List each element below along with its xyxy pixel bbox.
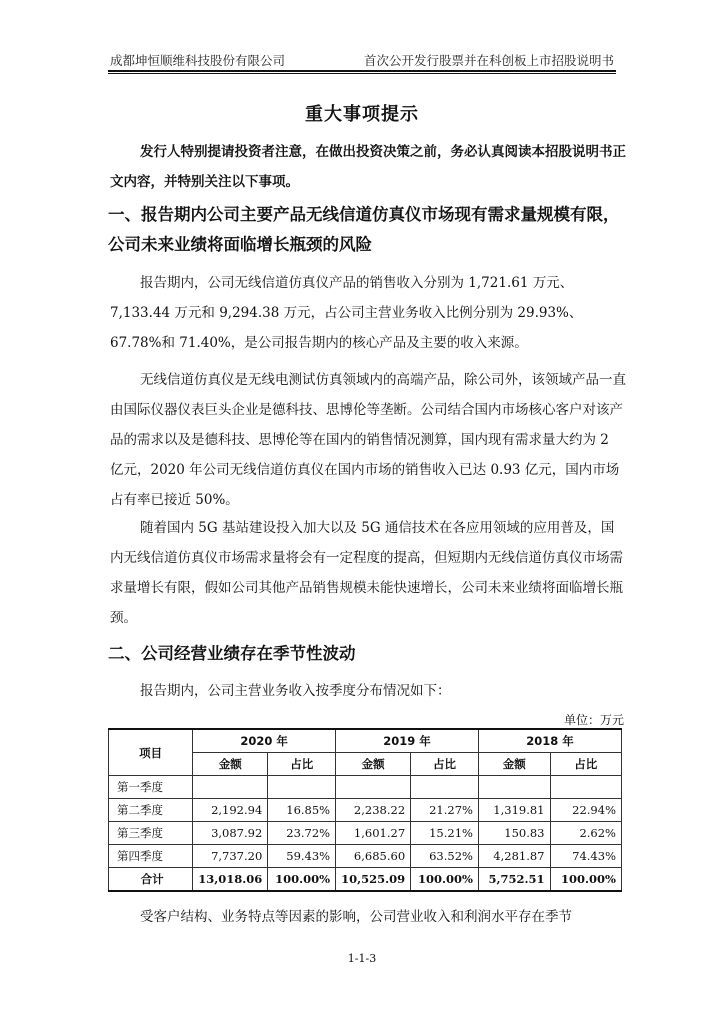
table-cell: 100.00% — [550, 868, 622, 892]
intro-paragraph: 发行人特别提请投资者注意，在做出投资决策之前，务必认真阅读本招股说明书正文内容，并特别关注以下事项。 — [110, 144, 626, 190]
page-header — [108, 50, 616, 72]
table-cell: 13,018.06 — [193, 868, 268, 892]
table-cell: 1,319.81 — [478, 799, 550, 822]
table-cell: 74.43% — [550, 845, 622, 868]
page-title: 重大事项提示 — [305, 104, 419, 125]
section1-paragraph-1: 报告期内，公司无线信道仿真仪产品的销售收入分别为 1,721.61 万元、7,133.44 万元和 9,294.38 万元，占公司主营业务收入比例分别为 29.93%、67.78%和 71.40%，是公司报告期内的核心产品及主要的收入来源。 — [110, 275, 583, 351]
table-cell: 63.52% — [411, 845, 479, 868]
row-label: 第三季度 — [109, 822, 193, 845]
table-cell — [411, 776, 479, 799]
table-cell: 150.83 — [478, 822, 550, 845]
header-ratio: 占比 — [268, 753, 336, 776]
table-cell: 22.94% — [550, 799, 622, 822]
table-row — [109, 776, 622, 799]
table-cell: 6,685.60 — [336, 845, 411, 868]
table-cell: 100.00% — [411, 868, 479, 892]
header-amount: 金额 — [193, 753, 268, 776]
section2-heading: 二、公司经营业绩存在季节性波动 — [108, 644, 356, 663]
table-cell: 2,238.22 — [336, 799, 411, 822]
section2-paragraph-1: 报告期内，公司主营业务收入按季度分布情况如下： — [140, 683, 451, 699]
table-cell: 2,192.94 — [193, 799, 268, 822]
header-ratio: 占比 — [411, 753, 479, 776]
table-cell — [268, 776, 336, 799]
section1-paragraph-2: 无线信道仿真仪是无线电测试仿真领域内的高端产品，除公司外，该领域产品一直由国际仪器仪表巨头企业是德科技、思博伦等垄断。公司结合国内市场核心客户对该产品的需求以及是德科技、思博伦等在国内的销售情况测算，国内现有需求量大约为 2 亿元，2020 年公司无线信道仿真仪在国内市场的销售收入已达 0.93 亿元，国内市场占有率已接近 50%。 — [110, 372, 626, 508]
table-row — [109, 799, 622, 822]
row-label: 第四季度 — [109, 845, 193, 868]
table-total-row — [109, 868, 622, 892]
table-cell: 2.62% — [550, 822, 622, 845]
table-cell: 10,525.09 — [336, 868, 411, 892]
table-row — [109, 822, 622, 845]
table-cell: 16.85% — [268, 799, 336, 822]
header-doc-title: 首次公开发行股票并在科创板上市招股说明书 — [363, 53, 614, 68]
table-cell — [193, 776, 268, 799]
table-cell: 23.72% — [268, 822, 336, 845]
table-cell: 100.00% — [268, 868, 336, 892]
header-amount: 金额 — [336, 753, 411, 776]
header-ratio: 占比 — [550, 753, 622, 776]
header-company: 成都坤恒顺维科技股份有限公司 — [110, 53, 286, 68]
table-cell: 59.43% — [268, 845, 336, 868]
row-label: 第一季度 — [109, 776, 193, 799]
table-cell: 15.21% — [411, 822, 479, 845]
section1-heading: 一、报告期内公司主要产品无线信道仿真仪市场现有需求量规模有限，公司未来业绩将面临增长瓶颈的风险 — [108, 205, 620, 254]
table-cell: 1,601.27 — [336, 822, 411, 845]
header-amount: 金额 — [478, 753, 550, 776]
table-cell — [478, 776, 550, 799]
table-cell: 21.27% — [411, 799, 479, 822]
section2-paragraph-2: 受客户结构、业务特点等因素的影响，公司营业收入和利润水平存在季节 — [140, 909, 572, 925]
header-item: 项目 — [109, 729, 193, 776]
table-cell — [336, 776, 411, 799]
table-cell: 4,281.87 — [478, 845, 550, 868]
table-cell — [550, 776, 622, 799]
section1-paragraph-3: 随着国内 5G 基站建设投入加大以及 5G 通信技术在各应用领域的应用普及，国内无线信道仿真仪市场需求量将会有一定程度的提高，但短期内无线信道仿真仪市场需求量增长有限，假如公司其他产品销售规模未能快速增长，公司未来业绩将面临增长瓶颈。 — [110, 520, 623, 626]
row-label: 合计 — [109, 868, 193, 892]
row-label: 第二季度 — [109, 799, 193, 822]
page-number: 1-1-3 — [347, 952, 377, 965]
table-cell: 5,752.51 — [478, 868, 550, 892]
table-cell: 3,087.92 — [193, 822, 268, 845]
header-year-2019: 2019 年 — [336, 729, 479, 753]
quarterly-revenue-table — [108, 728, 622, 892]
header-year-2018: 2018 年 — [478, 729, 621, 753]
table-row — [109, 845, 622, 868]
table-unit: 单位：万元 — [563, 713, 624, 727]
header-year-2020: 2020 年 — [193, 729, 336, 753]
table-cell: 7,737.20 — [193, 845, 268, 868]
